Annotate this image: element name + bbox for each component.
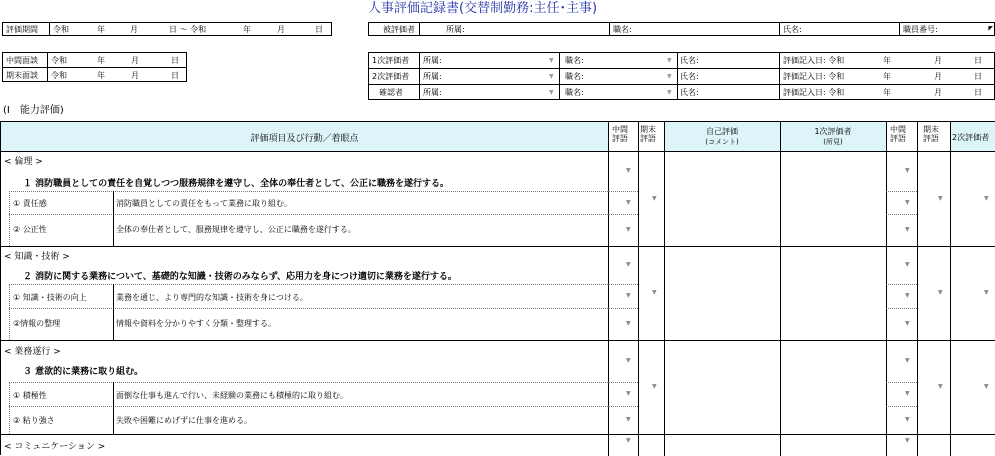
item-description: 消防職員としての責任をもって業務に取り組む。 (116, 199, 292, 208)
group-heading: ３ 意欲的に業務に取り組む。 (23, 367, 144, 377)
evaluator-post[interactable]: 職名: (565, 72, 584, 81)
section-title: (Ⅰ 能力評価) (3, 105, 64, 116)
dropdown-arrow-icon[interactable]: ▼ (667, 89, 672, 96)
item-name: ① 積極性 (13, 391, 47, 400)
end-interview-year[interactable]: 年 (97, 70, 105, 80)
evaluator-date-month[interactable]: 月 (934, 56, 942, 65)
evaluator-post[interactable]: 職名: (565, 88, 584, 97)
confirmer-row (369, 85, 995, 100)
item-description: 業務を通じ、より専門的な知識・技術を身につける。 (116, 293, 308, 302)
end-eval2-header (917, 122, 950, 151)
group-ethics (1, 151, 608, 246)
dropdown-arrow-icon[interactable]: ▼ (626, 416, 631, 423)
dropdown-arrow-icon[interactable]: ▼ (667, 73, 672, 80)
period-month[interactable]: 月 (130, 24, 138, 34)
group-category: < 倫理 > (4, 157, 43, 167)
evaluation-period-box (2, 22, 332, 36)
evaluator-date-day[interactable]: 日 (974, 72, 982, 81)
corner-mark-icon: ◤ (988, 25, 993, 32)
evaluator-affiliation[interactable]: 所属: (423, 56, 442, 65)
item-name: ① 責任感 (13, 199, 47, 208)
period-year[interactable]: 年 (97, 24, 105, 34)
item-name: ②情報の整理 (13, 319, 61, 328)
period-label: 評価期間 (6, 24, 38, 34)
evaluator-name[interactable]: 氏名: (680, 56, 699, 65)
evaluator-role: 1次評価者 (372, 56, 410, 65)
dropdown-arrow-icon[interactable]: ▼ (626, 167, 631, 174)
dropdown-arrow-icon[interactable]: ▼ (938, 195, 943, 202)
evaluator-date-year[interactable]: 年 (883, 56, 891, 65)
period-era[interactable]: 令和 (53, 24, 69, 34)
dropdown-arrow-icon[interactable]: ▼ (984, 383, 989, 390)
dropdown-arrow-icon[interactable]: ▼ (905, 261, 910, 268)
dropdown-arrow-icon[interactable]: ▼ (938, 383, 943, 390)
item-description: 面倒な仕事も進んで行い、未経験の業務にも積極的に取り組む。 (116, 391, 348, 400)
dropdown-arrow-icon[interactable]: ▼ (626, 226, 631, 233)
group-heading: １ 消防職員としての責任を自覚しつつ服務規律を遵守し、全体の奉仕者として、公正に職務を遂行する。 (23, 179, 449, 189)
evaluators-box (368, 52, 995, 100)
item-name: ① 知識・技術の向上 (13, 293, 87, 302)
self-eval-header-label: 自己評価 (706, 127, 738, 136)
group-knowledge-skills (1, 246, 608, 340)
evaluator-date-day[interactable]: 日 (974, 56, 982, 65)
dropdown-arrow-icon[interactable]: ▼ (626, 437, 631, 444)
dropdown-arrow-icon[interactable]: ▼ (905, 437, 910, 444)
dropdown-arrow-icon[interactable]: ▼ (626, 261, 631, 268)
dropdown-arrow-icon[interactable]: ▼ (626, 390, 631, 397)
mid-eval-header-label: 中間 評語 (612, 125, 628, 143)
mid-interview-era[interactable]: 令和 (51, 55, 67, 65)
evaluatee-staff-no[interactable]: 職員番号: (903, 24, 938, 34)
mid-interview-month[interactable]: 月 (131, 55, 139, 65)
dropdown-arrow-icon[interactable]: ▼ (652, 195, 657, 202)
item-description: 全体の奉仕者として、服務規律を遵守し、公正に職務を遂行する。 (116, 225, 356, 234)
dropdown-arrow-icon[interactable]: ▼ (905, 357, 910, 364)
item-description: 情報や資料を分かりやすく分類・整理する。 (116, 319, 276, 328)
first-evaluator-row (369, 53, 995, 68)
evaluatee-affiliation[interactable]: 所属: (446, 24, 465, 34)
dropdown-arrow-icon[interactable]: ▼ (905, 320, 910, 327)
dropdown-arrow-icon[interactable]: ▼ (549, 57, 554, 64)
item-name: ② 粘り強さ (13, 416, 55, 425)
group-category: < コミュニケーション > (4, 442, 106, 452)
evaluator-affiliation[interactable]: 所属: (423, 88, 442, 97)
item-name: ② 公正性 (13, 225, 47, 234)
second-evaluator-header-label: 2次評価者 (952, 133, 990, 142)
mid-eval2-header-label: 中間 評語 (890, 125, 906, 143)
mid-interview-year[interactable]: 年 (97, 55, 105, 65)
evaluator-date-month[interactable]: 月 (934, 72, 942, 81)
dropdown-arrow-icon[interactable]: ▼ (652, 383, 657, 390)
dropdown-arrow-icon[interactable]: ▼ (938, 289, 943, 296)
items-header-label: 評価項目及び行動／着眼点 (250, 134, 359, 144)
dropdown-arrow-icon[interactable]: ▼ (984, 195, 989, 202)
dropdown-arrow-icon[interactable]: ▼ (549, 89, 554, 96)
dropdown-arrow-icon[interactable]: ▼ (984, 289, 989, 296)
mid-eval-header (608, 122, 638, 151)
items-header (1, 122, 608, 151)
mid-eval2-header (886, 122, 917, 151)
evaluator-role: 2次評価者 (372, 72, 410, 81)
evaluatee-box (368, 22, 995, 36)
dropdown-arrow-icon[interactable]: ▼ (905, 390, 910, 397)
dropdown-arrow-icon[interactable]: ▼ (905, 167, 910, 174)
end-eval-header-label: 期末 評語 (640, 125, 656, 143)
document-title: 人事評価記録書(交替制勤務:主任･主事) (368, 1, 598, 16)
evaluatee-name[interactable]: 氏名: (783, 24, 802, 34)
dropdown-arrow-icon[interactable]: ▼ (626, 320, 631, 327)
self-eval-header (664, 122, 780, 151)
group-category: < 知識・技術 > (4, 252, 70, 262)
group-heading: ２ 消防に関する業務について、基礎的な知識・技術のみならず、応用力を身につけ適切に業務を遂行する。 (23, 272, 457, 282)
dropdown-arrow-icon[interactable]: ▼ (905, 416, 910, 423)
dropdown-arrow-icon[interactable]: ▼ (626, 292, 631, 299)
period-end-year[interactable]: 年 (243, 24, 251, 34)
dropdown-arrow-icon[interactable]: ▼ (549, 73, 554, 80)
evaluator-date-day[interactable]: 日 (974, 88, 982, 97)
mid-interview-label: 中間面談 (6, 55, 38, 65)
evaluator-date-label: 評価記入日: 令和 (783, 72, 845, 81)
group-communication (1, 434, 608, 456)
period-end-day[interactable]: 日 (315, 24, 323, 34)
end-interview-label: 期末面談 (6, 70, 38, 80)
period-day-tilde[interactable]: 日 ～ 令和 (169, 24, 207, 34)
evaluator-name[interactable]: 氏名: (680, 72, 699, 81)
first-evaluator-header-label: 1次評価者 (814, 127, 852, 136)
dropdown-arrow-icon[interactable]: ▼ (667, 57, 672, 64)
evaluator-role: 確認者 (379, 88, 403, 97)
dropdown-arrow-icon[interactable]: ▼ (905, 226, 910, 233)
item-description: 失敗や困難にめげずに仕事を進める。 (116, 416, 252, 425)
evaluatee-label: 被評価者 (383, 24, 415, 34)
group-task-execution (1, 340, 608, 434)
first-opinion-header-label: (所見) (823, 138, 843, 146)
interview-box (2, 52, 187, 82)
end-interview-month[interactable]: 月 (131, 70, 139, 80)
evaluator-post[interactable]: 職名: (565, 56, 584, 65)
second-evaluator-header (950, 122, 995, 151)
end-eval-header (638, 122, 664, 151)
evaluatee-post[interactable]: 職名: (613, 24, 632, 34)
evaluator-date-year[interactable]: 年 (883, 72, 891, 81)
end-interview-day[interactable]: 日 (171, 70, 179, 80)
end-eval2-header-label: 期末 評語 (923, 125, 939, 143)
evaluator-affiliation[interactable]: 所属: (423, 72, 442, 81)
first-evaluator-header (780, 122, 886, 151)
end-interview-era[interactable]: 令和 (51, 70, 67, 80)
self-comment-header-label: (コメント) (705, 138, 739, 146)
evaluator-date-label: 評価記入日: 令和 (783, 88, 845, 97)
dropdown-arrow-icon[interactable]: ▼ (652, 289, 657, 296)
evaluator-date-year[interactable]: 年 (883, 88, 891, 97)
evaluator-name[interactable]: 氏名: (680, 88, 699, 97)
dropdown-arrow-icon[interactable]: ▼ (626, 199, 631, 206)
evaluator-date-label: 評価記入日: 令和 (783, 56, 845, 65)
ability-evaluation-table (0, 121, 995, 455)
mid-interview-day[interactable]: 日 (171, 55, 179, 65)
evaluator-date-month[interactable]: 月 (934, 88, 942, 97)
dropdown-arrow-icon[interactable]: ▼ (905, 199, 910, 206)
dropdown-arrow-icon[interactable]: ▼ (626, 357, 631, 364)
second-evaluator-row (369, 69, 995, 84)
group-category: < 業務遂行 > (4, 347, 61, 357)
dropdown-arrow-icon[interactable]: ▼ (905, 292, 910, 299)
period-end-month[interactable]: 月 (277, 24, 285, 34)
